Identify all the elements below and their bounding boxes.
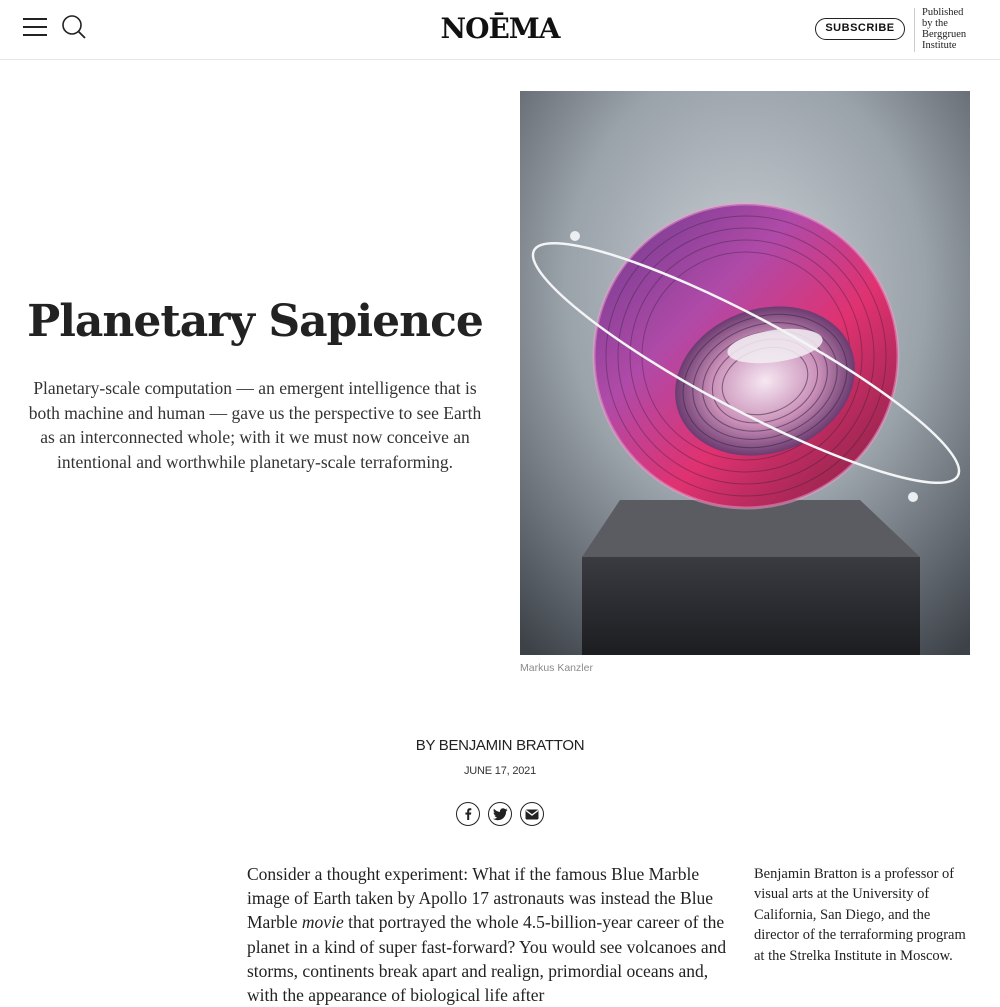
twitter-icon[interactable] (488, 802, 512, 826)
publisher-line: Institute (922, 40, 957, 51)
publisher-line: by the (922, 18, 948, 29)
image-credit: Markus Kanzler (520, 662, 593, 674)
publish-date: JUNE 17, 2021 (464, 765, 536, 777)
subscribe-button[interactable]: SUBSCRIBE (815, 18, 905, 40)
body-text: that portrayed the whole 4.5-billion-year career of the planet in a kind of super fast-forward? You would see volcanoes and storms, continents break apart and realign, primordial oceans and, with the appearance of biological life after (247, 912, 727, 1006)
article-title: Planetary Sapience (27, 296, 483, 347)
article-body-paragraph (247, 862, 733, 1007)
publisher-line: Published (922, 7, 964, 18)
header-divider (914, 8, 915, 52)
share-buttons (456, 802, 546, 828)
publisher-line: Berggruen (922, 29, 967, 40)
site-logo[interactable]: NOĒMA (440, 12, 560, 45)
publisher-credit[interactable] (922, 7, 992, 51)
hamburger-menu-icon[interactable] (23, 17, 47, 37)
article-dek: Planetary-scale computation — an emergent intelligence that is both machine and human — gave us the perspective to see Earth as an interconnected whole; with it we must now conceive an intentional and worthwhile planetary-scale terraforming. (28, 378, 482, 472)
body-text: Consider a thought experiment: What if the famous Blue Marble image of Earth taken by Apollo 17 astronauts was instead the Blue Marble (247, 864, 714, 933)
site-header (0, 0, 1000, 60)
hero-image (520, 91, 970, 655)
email-icon[interactable] (520, 802, 544, 826)
author-byline[interactable]: BY BENJAMIN BRATTON (415, 737, 585, 754)
author-bio: Benjamin Bratton is a professor of visual arts at the University of California, San Diego, and the director of the terraforming program at the Strelka Institute in Moscow. (754, 866, 966, 964)
search-icon[interactable] (61, 14, 87, 40)
body-emphasis: movie (301, 912, 344, 933)
facebook-icon[interactable] (456, 802, 480, 826)
hero-illustration (520, 91, 970, 655)
